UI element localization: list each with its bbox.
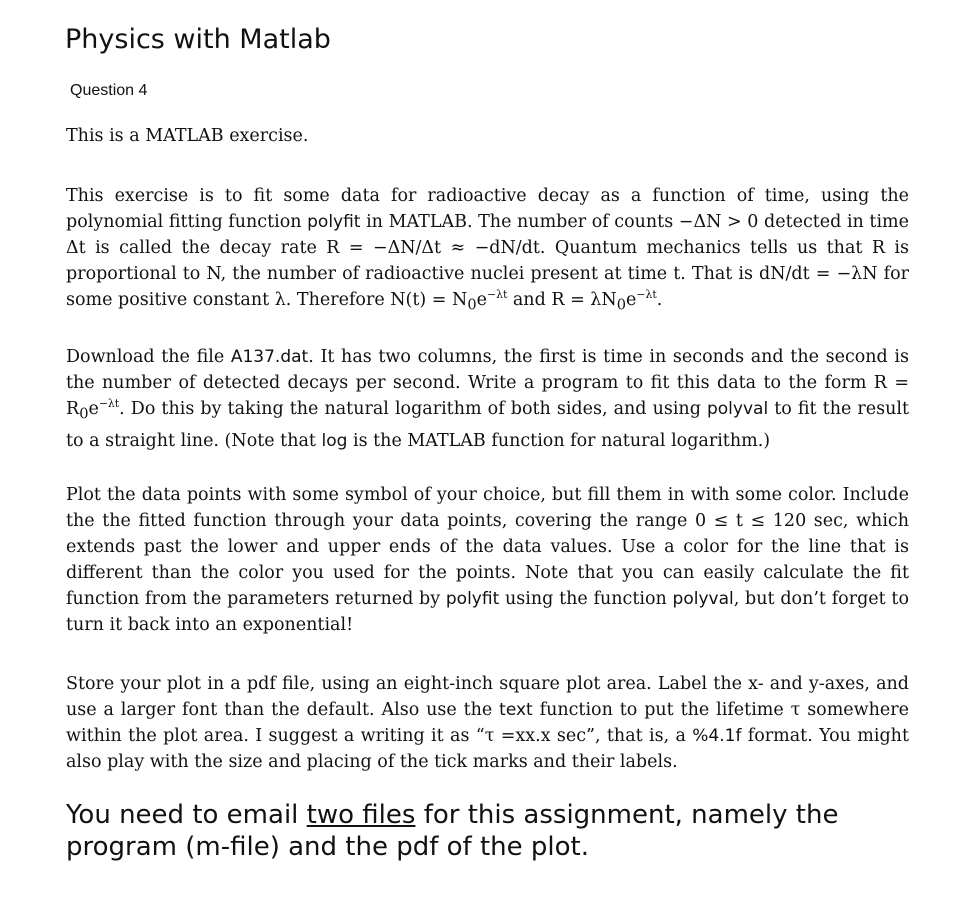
download-paragraph: Download the file A137.dat. It has two columns, the first is time in seconds and the second is the number of detected decays per second. Write a program to fit this data to the form $R = R_0e^{-\lambda t}$. Do this by taking the natural logarithm of both sides, and using polyval to fit the result to a straight line. (Note that log is the MATLAB function for natural logarithm.) xyxy=(66,347,909,451)
store-plot-paragraph: Store your plot in a pdf file, using an eight-inch square plot area. Label the x- and y-axes, and use a larger font than the default. Also use the text function to put the lifetime τ somewhere within the plot area. I suggest a writing it as “τ =xx.x sec”, that is, a %4.1f format. You might also play with the size and placing of the tick marks and their labels. xyxy=(66,674,909,772)
code-text: text xyxy=(499,700,533,720)
code-polyfit: polyfit xyxy=(445,589,500,609)
two-files-underlined: two files xyxy=(306,800,416,830)
code-polyval: polyval xyxy=(706,399,769,419)
question-label: Question 4 xyxy=(70,82,148,99)
intro-paragraph: This is a MATLAB exercise. xyxy=(66,126,309,146)
filename-a137: A137.dat xyxy=(230,347,309,367)
code-polyfit: polyfit xyxy=(307,212,361,232)
page-title: Physics with Matlab xyxy=(65,24,331,55)
submission-note: You need to email two files for this assignment, namely the program (m-file) and the pdf of the plot. xyxy=(66,800,839,862)
code-log: log xyxy=(321,430,348,451)
plot-instructions-paragraph: Plot the data points with some symbol of your choice, but fill them in with some color. Include the the fitted function through your data points, covering the range 0 ≤ t ≤ 120 sec, which extends past the lower and upper ends of the data values. Use a color for the line that is different than the color you used for the points. Note that you can easily calculate the fit function from the parameters returned by polyfit using the function polyval, but don’t forget to turn it back into an exponential! xyxy=(66,485,909,635)
decay-theory-paragraph: This exercise is to fit some data for radioactive decay as a function of time, using the polynomial fitting function polyfit in MATLAB. The number of counts −ΔN > 0 detected in time Δt is called the decay rate R = −ΔN/Δt ≈ −dN/dt. Quantum mechanics tells us that R is proportional to N, the number of radioactive nuclei present at time t. That is dN/dt = −λN for some positive constant λ. Therefore $N(t) = N_0e^{-\lambda t}$ and $R = \lambda N_0e^{-\lambda t}$. xyxy=(66,186,909,314)
code-polyval: polyval xyxy=(672,589,734,609)
code-format: %4.1f xyxy=(692,726,742,746)
